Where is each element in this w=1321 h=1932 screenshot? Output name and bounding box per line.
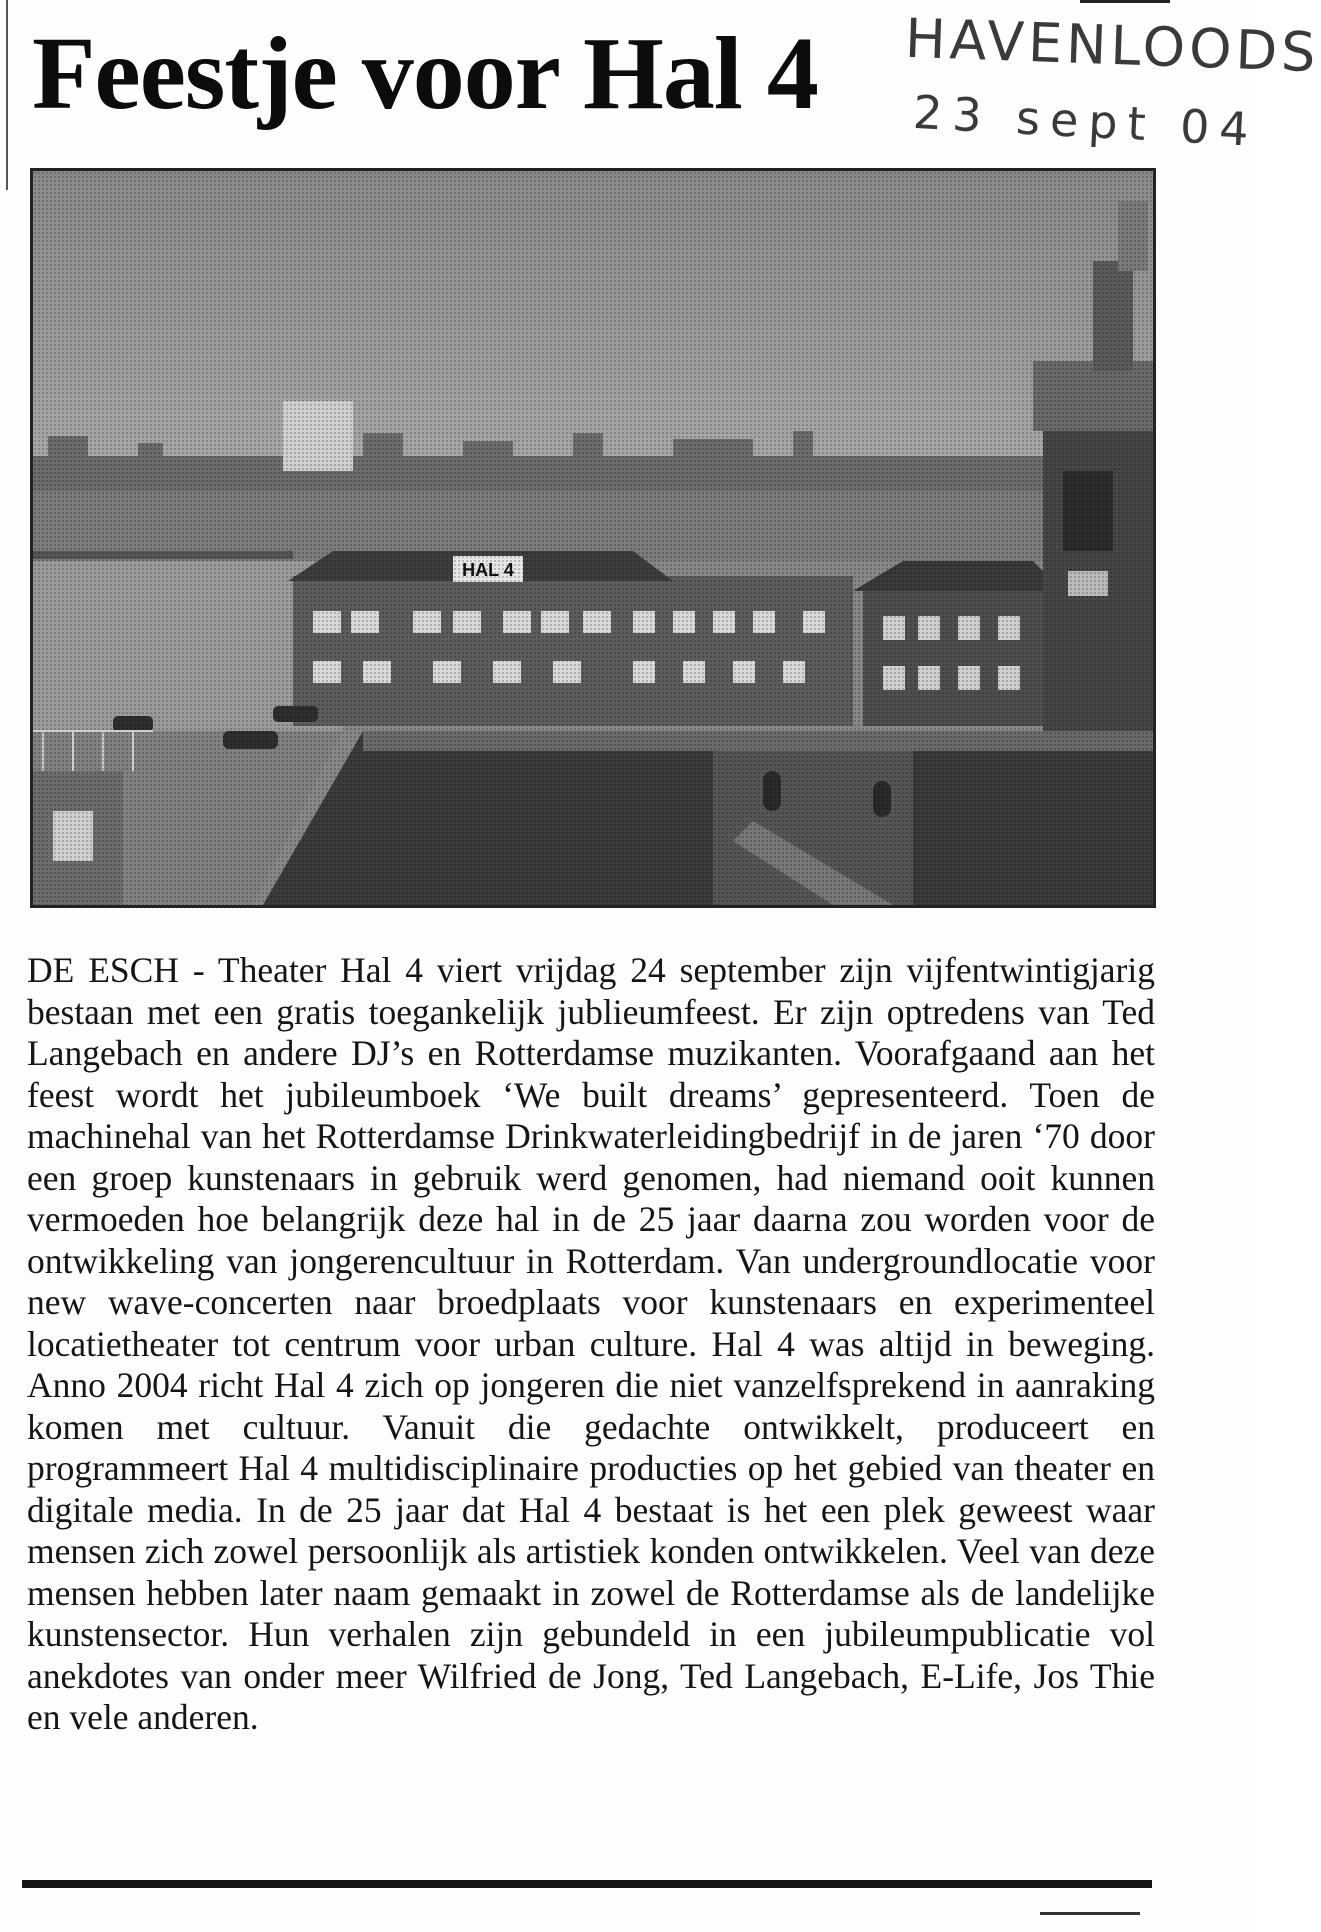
- scan-edge-line: [6, 0, 8, 190]
- article-photo: [30, 168, 1156, 908]
- bottom-rule: [22, 1880, 1152, 1888]
- bottom-rule-secondary: [1040, 1912, 1140, 1915]
- article-body: DE ESCH - Theater Hal 4 viert vrijdag 24 september zijn vijfentwintigjarig bestaan met een gratis toegankelijk jublieumfeest. Er zijn optredens van Ted Langebach en andere DJ’s en Rotterdamse muzikanten. Voorafgaand aan het feest wordt het jubileumboek ‘We built dreams’ gepresenteerd. Toen de machinehal van het Rotterdamse Drinkwaterleidingbedrijf in de jaren ‘70 door een groep kunstenaars in gebruik werd genomen, had niemand ooit kunnen vermoeden hoe belangrijk deze hal in de 25 jaar daarna zou worden voor de ontwikkeling van jongerencultuur in Rotterdam. Van undergroundlocatie voor new wave-concerten naar broedplaats voor kunstenaars en experimenteel locatietheater tot centrum voor urban culture. Hal 4 was altijd in beweging. Anno 2004 richt Hal 4 zich op jongeren die niet vanzelfsprekend in aanraking komen met cultuur. Vanuit die gedachte ontwikkelt, produceert en programmeert Hal 4 multidisciplinaire producties op het gebied van theater en digitale media. In de 25 jaar dat Hal 4 bestaat is het een plek geweest waar mensen zich zowel persoonlijk als artistiek konden ontwikkelen. Veel van deze mensen hebben later naam gemaakt in zowel de Rotterdamse als de landelijke kunstensector. Hun verhalen zijn gebundeld in een jubileumpublicatie vol anekdotes van onder meer Wilfried de Jong, Ted Langebach, E-Life, Jos Thie en vele anderen.: [27, 950, 1155, 1737]
- headline: Feestje voor Hal 4: [32, 16, 818, 131]
- handwritten-date: 23 sept 04: [911, 84, 1260, 158]
- top-rule: [1080, 0, 1170, 3]
- halftone-overlay: [33, 171, 1153, 905]
- handwritten-source: HAVENLOODS: [904, 6, 1321, 85]
- handwritten-source-note: [904, 6, 1321, 164]
- harbour-photo-image: [33, 171, 1153, 905]
